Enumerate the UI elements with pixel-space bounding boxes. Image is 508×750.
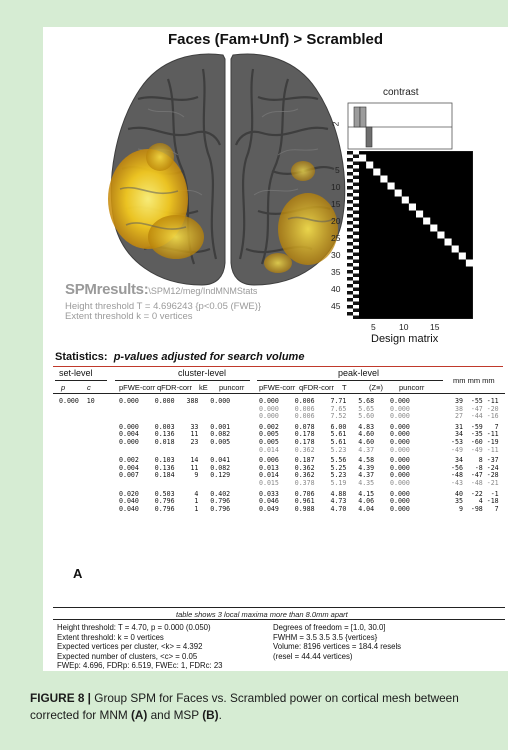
dm-cell: [347, 256, 353, 260]
cluster-level-rule: [115, 380, 250, 381]
table-cell-peak: 0.015 0.378 5.19 4.35 0.000: [259, 479, 410, 487]
dm-cell: [459, 253, 466, 257]
dm-cell: [347, 186, 353, 190]
dm-cell: [353, 204, 359, 208]
dm-cell: [353, 263, 359, 267]
footer-line: Volume: 8196 vertices = 184.4 resels: [273, 642, 402, 652]
dm-cell: [409, 204, 416, 208]
dm-cell: [353, 176, 359, 180]
spm-height-threshold: Height threshold T = 4.696243 {p<0.05 (FWE)}: [65, 301, 262, 312]
dm-cell: [353, 281, 359, 285]
dm-cell: [388, 183, 395, 187]
dm-cell: [347, 316, 353, 320]
dm-cell: [353, 298, 359, 302]
footer-line: Expected number of clusters, <c> = 0.05: [57, 651, 198, 661]
table-cell-coords: 31 -59 7: [451, 422, 499, 431]
dm-cell: [347, 291, 353, 295]
dm-background: [347, 151, 473, 319]
figure-title: Faces (Fam+Unf) > Scrambled: [167, 31, 384, 48]
design-matrix: [347, 151, 473, 319]
dm-cell: [347, 190, 353, 194]
dm-cell: [347, 225, 353, 229]
dm-cell: [353, 211, 359, 215]
table-cell-coords: -56 -8 -24: [451, 463, 499, 472]
footer-line: FWHM = 3.5 3.5 3.5 {vertices}: [273, 632, 378, 642]
table-cell-cluster: 0.000 0.018 23 0.005: [119, 438, 231, 446]
dm-cell: [353, 183, 359, 187]
dm-cell: [347, 162, 353, 166]
dm-cell: [353, 235, 359, 239]
dm-cell: [445, 242, 452, 246]
dm-cell: [402, 197, 409, 201]
dm-cell: [347, 246, 353, 250]
dm-cell: [347, 176, 353, 180]
dm-xtick: 15: [430, 322, 440, 332]
col-peak-qfdr: qFDR-corr: [299, 383, 334, 392]
dm-cell: [347, 228, 353, 232]
dm-cell: [430, 228, 437, 232]
dm-cell: [347, 155, 353, 159]
dm-cell: [353, 151, 359, 155]
dm-cell: [416, 211, 423, 215]
footer-line: Extent threshold: k = 0 vertices: [57, 632, 164, 642]
table-cell-coords: 39 -55 -11: [451, 397, 499, 405]
dm-cell: [395, 193, 402, 197]
col-set-p: p: [61, 383, 66, 392]
table-cell-peak: 0.000 0.006 7.52 5.60 0.000: [259, 412, 410, 421]
dm-cell: [437, 235, 444, 239]
dm-cell: [353, 305, 359, 309]
dm-cell: [347, 165, 353, 169]
dm-cell: [347, 263, 353, 267]
group-set-level: set-level: [59, 368, 93, 378]
dm-cell: [347, 312, 353, 316]
table-cell-cluster: 0.004 0.136 11 0.082: [119, 430, 231, 439]
dm-cell: [466, 263, 473, 267]
dm-cell: [353, 179, 359, 183]
dm-cell: [347, 295, 353, 299]
dm-cell: [347, 260, 353, 264]
table-cell-cluster: 0.000 0.000 388 0.000: [119, 397, 231, 405]
dm-ytick: 20: [331, 216, 341, 226]
table-cell-peak: 0.014 0.362 5.23 4.37 0.000: [259, 445, 410, 454]
col-peak-z: (Z≡): [369, 383, 383, 392]
table-cell-cluster: 0.000 0.003 33 0.001: [119, 422, 231, 431]
col-peak-pfwe: pFWE-corr: [259, 383, 296, 392]
dm-cell: [353, 288, 359, 292]
dm-cell: [359, 158, 366, 162]
dm-ytick: 25: [331, 233, 341, 243]
table-cell-cluster: 0.040 0.796 1 0.796: [119, 504, 231, 513]
stats-heading: [55, 351, 304, 363]
dm-cell: [366, 162, 373, 166]
contrast-label: contrast: [383, 87, 419, 98]
table-cell-coords: -53 -60 -19: [451, 438, 499, 446]
footer-line: Height threshold: T = 4.70, p = 0.000 (0.050): [57, 623, 211, 632]
dm-cell: [353, 316, 359, 320]
dm-cell: [353, 302, 359, 306]
dm-cell: [347, 281, 353, 285]
dm-cell: [353, 228, 359, 232]
dm-cell: [366, 165, 373, 169]
panel-letter: A: [73, 566, 83, 581]
dm-ytick: 10: [331, 182, 341, 192]
dm-ytick: 35: [331, 267, 341, 277]
dm-cell: [347, 232, 353, 236]
dm-cell: [347, 169, 353, 173]
contrast-plot: [330, 101, 470, 153]
spm-path: \SPM12/meg/IndMNMStats: [148, 286, 258, 296]
dm-cell: [347, 235, 353, 239]
dm-cell: [452, 246, 459, 250]
dm-cell: [380, 179, 387, 183]
dm-cell: [347, 200, 353, 204]
dm-ytick: 45: [331, 301, 341, 311]
dm-cell: [353, 162, 359, 166]
dm-cell: [353, 169, 359, 173]
coords-header: mm mm mm: [453, 376, 495, 385]
dm-cell: [347, 253, 353, 257]
table-cell-peak: 0.033 0.706 4.88 4.15 0.000: [259, 489, 410, 498]
dm-xtick: 5: [371, 322, 376, 332]
table-cell-peak: 0.000 0.006 7.65 5.65 0.000: [259, 404, 410, 413]
table-cell-cluster: 0.020 0.503 4 0.402: [119, 489, 231, 498]
table-cell-coords: -43 -48 -21: [451, 479, 499, 487]
dm-cell: [353, 218, 359, 222]
dm-cell: [347, 197, 353, 201]
dm-cell: [353, 267, 359, 271]
dm-cell: [347, 277, 353, 281]
brain-render: [98, 49, 358, 289]
dm-cell: [423, 221, 430, 225]
dm-cell: [347, 267, 353, 271]
dm-cell: [459, 256, 466, 260]
footer-right: [273, 623, 401, 661]
dm-cell: [353, 193, 359, 197]
col-cluster-qfdr: qFDR-corr: [157, 383, 192, 392]
dm-cell: [347, 211, 353, 215]
dm-cell: [347, 249, 353, 253]
table-cell-coords: 34 8 -37: [451, 456, 499, 465]
dm-cell: [353, 246, 359, 250]
table-cell-peak: 0.005 0.178 5.61 4.60 0.000: [259, 430, 410, 439]
dm-cell: [353, 232, 359, 236]
caption-and: and MSP: [147, 708, 203, 722]
dm-cell: [347, 305, 353, 309]
dm-cell: [466, 260, 473, 264]
caption-end: .: [218, 708, 222, 722]
footer-line: Expected vertices per cluster, <k> = 4.392: [57, 642, 203, 652]
dm-cell: [430, 225, 437, 229]
dm-cell: [353, 200, 359, 204]
dm-cell: [353, 225, 359, 229]
caption-text-a: Group SPM for Faces vs. Scrambled power on cortical mesh between: [90, 691, 459, 705]
dm-cell: [347, 274, 353, 278]
dm-cell: [347, 151, 353, 155]
table-cell-cluster: 0.007 0.184 9 0.129: [119, 471, 231, 480]
peak-level-rule: [257, 380, 443, 381]
header-bottom-rule: [53, 393, 505, 394]
dm-cell: [353, 274, 359, 278]
dm-cell: [416, 214, 423, 218]
dm-cell: [409, 207, 416, 211]
stats-heading-bold: Statistics:: [55, 351, 108, 363]
col-peak-t: T: [342, 383, 347, 392]
design-matrix-label: Design matrix: [371, 333, 439, 345]
dm-cell: [347, 302, 353, 306]
stats-heading-italic: p-values adjusted for search volume: [113, 351, 305, 363]
dm-cell: [353, 239, 359, 243]
set-level-rule: [55, 380, 107, 381]
dm-cell: [353, 291, 359, 295]
dm-cell: [347, 239, 353, 243]
table-cell-coords: 38 -47 -20: [451, 404, 499, 413]
dm-cell: [452, 249, 459, 253]
dm-cell: [353, 158, 359, 162]
table-cell-peak: 0.000 0.006 7.71 5.68 0.000: [259, 397, 410, 405]
dm-cell: [353, 309, 359, 313]
dm-cell: [347, 207, 353, 211]
dm-cell: [373, 172, 380, 176]
dm-ytick: 30: [331, 250, 341, 260]
dm-cell: [353, 214, 359, 218]
col-set-c: c: [87, 383, 91, 392]
caption-text-b: corrected for MNM: [30, 708, 131, 722]
dm-cell: [347, 309, 353, 313]
footer-left: [57, 623, 223, 671]
table-cell-peak: 0.013 0.362 5.25 4.39 0.000: [259, 463, 410, 472]
dm-cell: [373, 169, 380, 173]
dm-cell: [380, 176, 387, 180]
group-cluster-level: cluster-level: [178, 368, 227, 378]
table-footnote: table shows 3 local maxima more than 8.0mm apart: [176, 610, 348, 619]
dm-cell: [353, 249, 359, 253]
dm-cell: [347, 179, 353, 183]
dm-cell: [437, 232, 444, 236]
col-cluster-ke: kE: [199, 383, 208, 392]
col-cluster-pfwe: pFWE-corr: [119, 383, 156, 392]
spm-results-block: [65, 281, 258, 298]
dm-cell: [353, 284, 359, 288]
table-cell-cluster: 0.040 0.796 1 0.796: [119, 497, 231, 506]
col-peak-punc: puncorr: [399, 383, 425, 392]
table-cell-peak: 0.006 0.187 5.56 4.58 0.000: [259, 456, 410, 465]
dm-cell: [347, 204, 353, 208]
dm-cell: [347, 214, 353, 218]
table-cell-coords: 9 -98 7: [451, 504, 499, 513]
dm-cell: [423, 218, 430, 222]
table-cell-coords: 35 4 -18: [451, 497, 499, 506]
dm-cell: [347, 284, 353, 288]
table-top-rule: [53, 366, 503, 367]
table-cell-peak: 0.002 0.078 6.00 4.83 0.000: [259, 422, 410, 431]
footer-line: FWEp: 4.696, FDRp: 6.519, FWEc: 1, FDRc: 23: [57, 661, 223, 671]
dm-cell: [347, 158, 353, 162]
dm-cell: [347, 221, 353, 225]
dm-cell: [353, 221, 359, 225]
footnote-rule: [53, 607, 505, 608]
dm-cell: [353, 253, 359, 257]
caption-mnm: (A): [130, 708, 148, 722]
dm-cell: [353, 277, 359, 281]
dm-ytick: 15: [331, 199, 341, 209]
dm-ytick: 40: [331, 284, 341, 294]
spm-extent-threshold: Extent threshold k = 0 vertices: [65, 311, 193, 322]
dm-cell: [353, 190, 359, 194]
dm-cell: [388, 186, 395, 190]
dm-cell: [347, 288, 353, 292]
contrast-tick: 2: [330, 121, 341, 127]
dm-cell: [353, 172, 359, 176]
dm-cell: [347, 270, 353, 274]
table-cell-coords: 27 -44 -16: [451, 412, 499, 421]
dm-cell: [395, 190, 402, 194]
footer-line: Degrees of freedom = [1.0, 30.0]: [273, 623, 386, 632]
dm-cell: [353, 312, 359, 316]
dm-cell: [359, 155, 366, 159]
figure-caption: [30, 690, 508, 724]
dm-cell: [353, 256, 359, 260]
dm-cell: [353, 295, 359, 299]
dm-cell: [353, 165, 359, 169]
table-cell-peak: 0.014 0.362 5.23 4.37 0.000: [259, 471, 410, 480]
figure-panel: [43, 27, 508, 671]
table-cell-cluster: 0.004 0.136 11 0.082: [119, 463, 231, 472]
dm-cell: [402, 200, 409, 204]
group-peak-level: peak-level: [338, 368, 380, 378]
table-cell-coords: 34 -35 -11: [451, 430, 499, 439]
dm-ytick: 5: [335, 165, 340, 175]
dm-cell: [347, 242, 353, 246]
spm-brand: SPMresults:: [65, 281, 149, 298]
dm-xtick: 10: [399, 322, 409, 332]
footer-line: (resel = 44.44 vertices): [273, 651, 353, 661]
dm-cell: [347, 218, 353, 222]
table-cell-peak: 0.046 0.961 4.73 4.06 0.000: [259, 497, 410, 506]
caption-msp: (B): [202, 708, 219, 722]
dm-cell: [353, 207, 359, 211]
dm-cell: [353, 242, 359, 246]
dm-cell: [353, 155, 359, 159]
dm-cell: [347, 183, 353, 187]
table-cell-coords: -48 -47 -28: [451, 471, 499, 480]
dm-cell: [353, 186, 359, 190]
table-cell-cluster: 0.002 0.103 14 0.041: [119, 456, 231, 465]
footer-rule: [53, 619, 505, 620]
col-cluster-punc: puncorr: [219, 383, 245, 392]
table-cell-coords: -49 -49 -11: [451, 445, 499, 454]
caption-label: FIGURE 8 |: [30, 691, 91, 705]
table-cell-peak: 0.005 0.178 5.61 4.60 0.000: [259, 438, 410, 446]
dm-cell: [347, 172, 353, 176]
dm-cell: [353, 260, 359, 264]
dm-cell: [347, 298, 353, 302]
dm-cell: [353, 197, 359, 201]
table-cell-peak: 0.049 0.988 4.70 4.04 0.000: [259, 504, 410, 513]
dm-cell: [445, 239, 452, 243]
dm-cell: [353, 270, 359, 274]
table-cell-coords: 40 -22 -1: [451, 489, 499, 498]
table-cell-set: 0.000 10: [59, 397, 95, 405]
dm-cell: [347, 193, 353, 197]
